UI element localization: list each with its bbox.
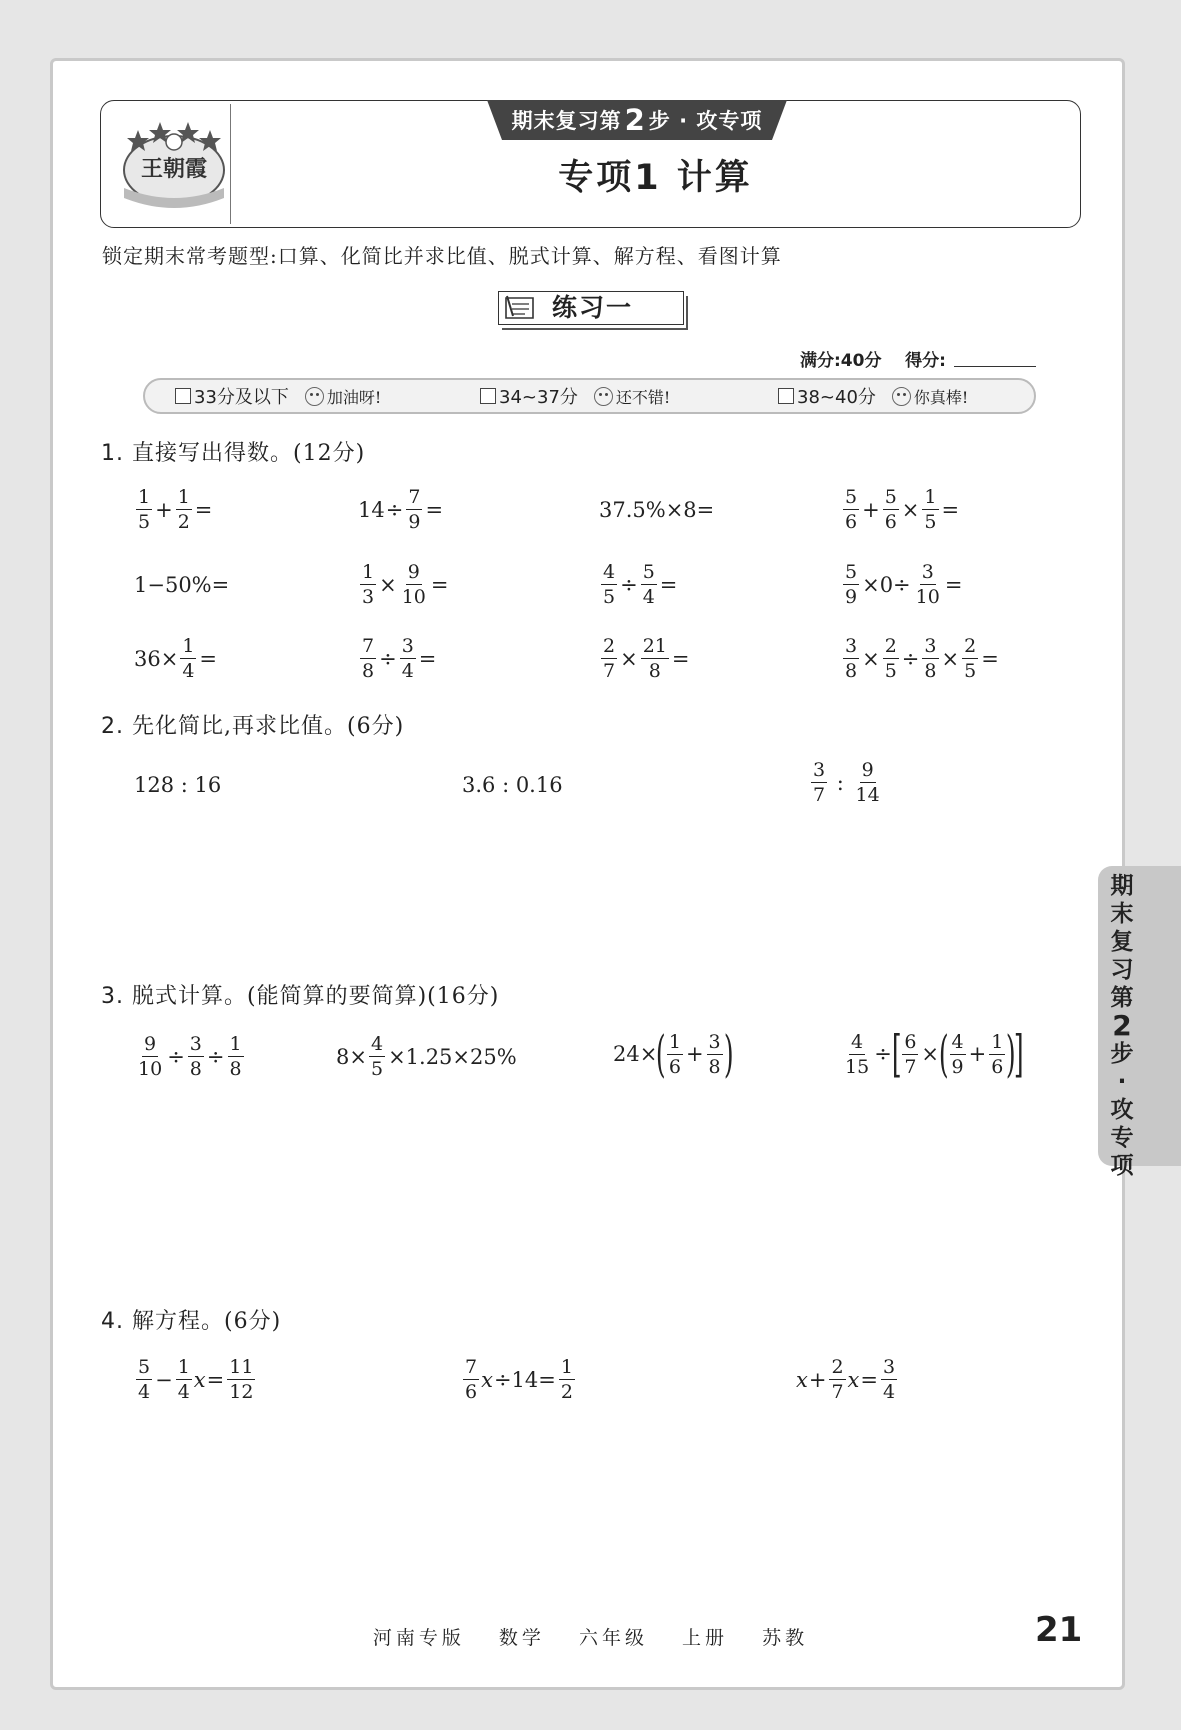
rating-item-mid	[480, 380, 670, 412]
q2-item-2: 3.6 : 0.16	[462, 773, 563, 797]
footer-subject: 数学	[498, 1627, 545, 1649]
q3-item-2: 8× $\frac{4}{5}$ ×1.25×25%	[336, 1033, 517, 1080]
q4-item-3: x + $\frac{2}{7}$ x = $\frac{3}{4}$	[796, 1356, 896, 1403]
question-text: 直接写出得数。(12分)	[132, 441, 366, 466]
q1-item-12: $\frac{3}{8}$ × $\frac{2}{5}$ ÷ $\frac{3}{8}$ × $\frac{2}{5}$ =	[845, 635, 999, 682]
q4-item-1: $\frac{5}{4}$ − $\frac{1}{4}$ x = $\frac{11}{12}$	[138, 1356, 254, 1403]
q1-item-2: 14 ÷ $\frac{7}{9}$ =	[358, 486, 444, 533]
q1-item-10: $\frac{7}{8}$ ÷ $\frac{3}{4}$ =	[362, 635, 437, 682]
q1-item-7: $\frac{4}{5}$ ÷ $\frac{5}{4}$ =	[603, 561, 678, 608]
score-line	[800, 346, 946, 371]
subtitle: 锁定期末常考题型:口算、化简比并求比值、脱式计算、解方程、看图计算	[102, 244, 782, 268]
side-char: 专	[1110, 1125, 1134, 1151]
side-char: 复	[1110, 929, 1134, 955]
q1-item-6: $\frac{1}{3}$ × $\frac{9}{10}$ =	[362, 561, 449, 608]
step-suffix: 步 · 攻专项	[648, 109, 763, 133]
step-badge	[487, 100, 787, 140]
q2-item-3: $\frac{3}{7}$ : $\frac{9}{14}$	[813, 759, 880, 806]
question-number: 4.	[101, 1309, 124, 1334]
side-char: 习	[1110, 957, 1134, 983]
score-blank[interactable]	[954, 366, 1036, 367]
q2-item-1: 128 : 16	[134, 773, 222, 797]
footer-publisher: 苏教	[762, 1627, 809, 1649]
q1-item-3: 37.5%×8=	[599, 498, 715, 522]
full-score: 满分:40分	[800, 351, 882, 371]
side-char: ·	[1117, 1069, 1127, 1095]
question-number: 1.	[101, 441, 124, 466]
q1-item-5: 1−50%=	[134, 573, 230, 597]
rating-item-high	[778, 380, 968, 412]
rating-range: 38~40分	[797, 387, 876, 408]
side-tab-text	[1098, 872, 1146, 1180]
footer-edition: 河南专版	[372, 1627, 465, 1649]
notebook-icon	[503, 294, 539, 322]
footer-grade: 六年级	[578, 1627, 648, 1649]
footer	[0, 1623, 1181, 1650]
side-char: 第	[1110, 985, 1134, 1011]
smiley-icon	[305, 387, 324, 406]
side-char: 期	[1110, 873, 1134, 899]
q1-item-9: 36× $\frac{1}{4}$ =	[134, 635, 218, 682]
question-4-heading	[101, 1304, 281, 1335]
footer-volume: 上册	[682, 1627, 729, 1649]
page-number: 21	[1035, 1610, 1083, 1650]
question-number: 2.	[101, 714, 124, 739]
exercise-label: 练习一	[552, 293, 634, 322]
rating-range: 33分及以下	[194, 387, 289, 408]
q1-item-11: $\frac{2}{7}$ × $\frac{21}{8}$ =	[603, 635, 690, 682]
question-1-heading	[101, 436, 365, 467]
rating-message: 加油呀!	[326, 387, 382, 407]
step-number: 2	[624, 103, 646, 137]
page-title: 专项1 计算	[558, 158, 753, 198]
side-char: 末	[1110, 901, 1134, 927]
question-2-heading	[101, 709, 404, 740]
q1-item-1: $\frac{1}{5}$ + $\frac{1}{2}$ =	[138, 486, 213, 533]
rating-range: 34~37分	[499, 387, 578, 408]
q1-item-4: $\frac{5}{6}$ + $\frac{5}{6}$ × $\frac{1}{5}$ =	[845, 486, 960, 533]
side-char: 项	[1110, 1153, 1134, 1179]
step-prefix: 期末复习第	[511, 109, 622, 133]
checkbox[interactable]	[175, 388, 191, 404]
smiley-icon	[594, 387, 613, 406]
svg-text:王朝霞: 王朝霞	[140, 156, 208, 182]
rating-message: 你真棒!	[913, 387, 969, 407]
q3-item-1: $\frac{9}{10}$ ÷ $\frac{3}{8}$ ÷ $\frac{1}{8}$	[138, 1033, 242, 1080]
brand-logo	[118, 108, 230, 218]
side-char: 2	[1112, 1009, 1132, 1042]
checkbox[interactable]	[778, 388, 794, 404]
question-text: 解方程。(6分)	[132, 1309, 282, 1334]
rating-item-low	[175, 380, 381, 412]
question-text: 脱式计算。(能简算的要简算)(16分)	[132, 984, 500, 1009]
question-3-heading	[101, 979, 499, 1010]
side-char: 攻	[1110, 1097, 1134, 1123]
question-number: 3.	[101, 984, 124, 1009]
q3-item-4: $\frac{4}{15}$ ÷ [ $\frac{6}{7}$ × ( $\frac{4}{9}$ + $\frac{1}{6}$ ) ]	[845, 1025, 1024, 1083]
smiley-icon	[892, 387, 911, 406]
question-text: 先化简比,再求比值。(6分)	[132, 714, 405, 739]
q1-item-8: $\frac{5}{9}$ ×0÷ $\frac{3}{10}$ =	[845, 561, 963, 608]
got-score-label: 得分:	[905, 351, 946, 371]
side-char: 步	[1110, 1041, 1134, 1067]
q4-item-2: $\frac{7}{6}$ x ÷14= $\frac{1}{2}$	[465, 1356, 573, 1403]
q3-item-3: 24× ( $\frac{1}{6}$ + $\frac{3}{8}$ )	[613, 1025, 734, 1083]
checkbox[interactable]	[480, 388, 496, 404]
rating-message: 还不错!	[615, 387, 671, 407]
